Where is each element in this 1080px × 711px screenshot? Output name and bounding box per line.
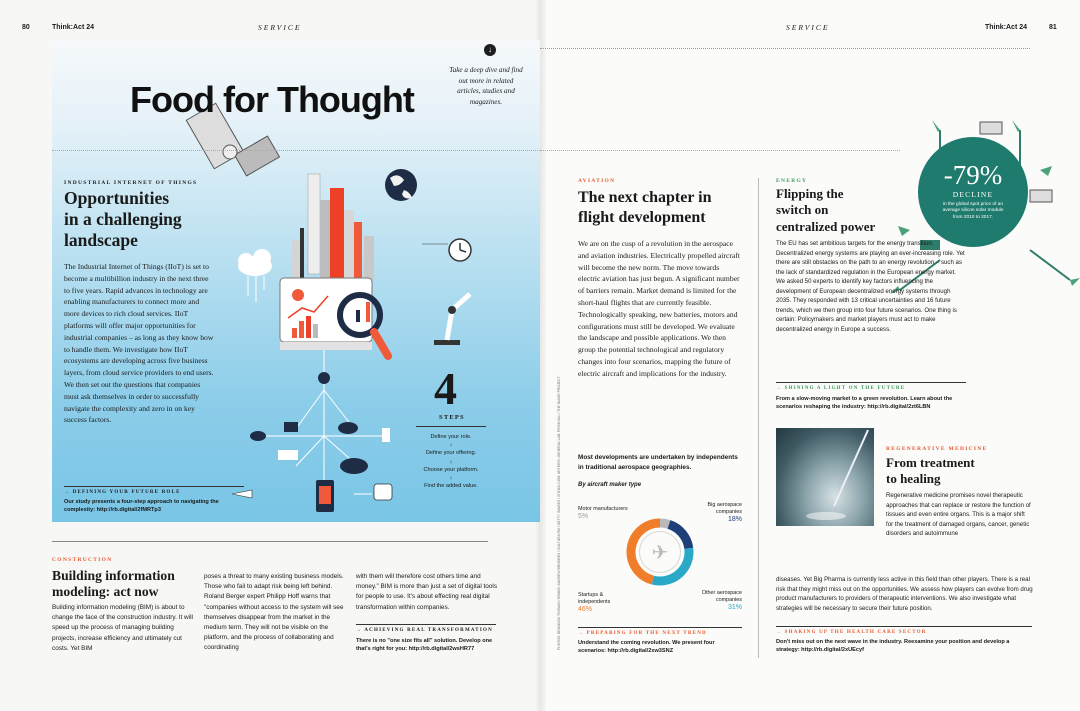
- section-left: SERVICE: [258, 23, 302, 32]
- step-arrow: ↓: [449, 458, 453, 465]
- step-4: Find the added value.: [424, 483, 478, 490]
- construction-link[interactable]: There is no "one size fits all" solution. Develop one that's right for you: http://rb.digital/2wsHR77: [356, 638, 493, 652]
- construction-link-kicker: → ACHIEVING REAL TRANSFORMATION: [356, 628, 493, 633]
- stat-value: -79%: [943, 160, 1003, 190]
- medicine-photo: [776, 428, 874, 526]
- section-right: SERVICE: [786, 23, 830, 32]
- clock-icon: [422, 239, 471, 261]
- stat-label: DECLINE: [952, 190, 994, 199]
- legend-big: Big aerospace companies 18%: [690, 502, 742, 523]
- step-arrow: ↓: [449, 475, 453, 482]
- aviation-kicker: AVIATION: [578, 178, 616, 184]
- medicine-link[interactable]: Don't miss out on the next wave in the industry. Reexamine your position and develop a strategy: http://rb.digital/2xUEcyf: [776, 639, 1010, 653]
- medicine-link-rule: [776, 626, 1032, 627]
- cart-icon: [284, 422, 298, 432]
- car-icon: [1030, 190, 1052, 202]
- step-arrow: ↓: [449, 442, 453, 449]
- iiot-link-kicker: → DEFINING YOUR FUTURE ROLE: [64, 490, 181, 495]
- legend-big-value: 18%: [727, 516, 742, 523]
- aviation-body: We are on the cusp of a revolution in the aerospace and aviation industries. Electrically propelled aircraft will become the new norm. The move towards electric aviation has just begun. A significant number of barriers remain. Market demand is limited for the short-haul flights that are currently feasible. Technologically speaking, new batteries, motors and configurations must still be developed. We evaluate the landscape and possible applications. We then group the potential technological and regulatory changes into four scenarios, mapping the future of electric aircraft and implications for the industry.: [578, 239, 740, 378]
- medicine-kicker: REGENERATIVE MEDICINE: [886, 446, 988, 452]
- aviation-link-rule: [578, 627, 742, 628]
- medicine-headline: From treatment to healing: [886, 455, 975, 487]
- iiot-kicker: INDUSTRIAL INTERNET OF THINGS: [64, 180, 198, 186]
- iiot-link-rule: [64, 486, 244, 487]
- column-divider: [758, 178, 759, 658]
- aircraft-maker-chart: [578, 480, 742, 620]
- cloud-bottom-icon: [340, 458, 368, 474]
- steps-rule: [416, 426, 486, 427]
- construction-link-rule: [356, 624, 496, 625]
- airplane-icon: ✈: [651, 542, 669, 564]
- step-3: Choose your platform.: [423, 466, 479, 473]
- photo-credit: [557, 640, 561, 650]
- iiot-headline: Opportunities in a challenging landscape: [64, 188, 182, 250]
- dotted-rule-top-right: [540, 48, 1030, 49]
- construction-headline: Building information modeling: act now: [52, 568, 175, 599]
- dotted-divider-right: [540, 150, 900, 151]
- intro-note: Take a deep dive and find out more in related articles, studies and magazines.: [449, 66, 523, 106]
- iiot-link[interactable]: Our study presents a four-step approach to navigating the complexity: http://rb.digital/2fMRTp3: [64, 499, 219, 513]
- stat-circle: [918, 137, 1028, 247]
- energy-link[interactable]: From a slow-moving market to a green revolution. Learn about the scenarios reshaping the industry: http://rb.digital/2zt6LBN: [776, 396, 953, 410]
- factory-icon: [278, 450, 298, 460]
- chart-title: By aircraft maker type: [578, 482, 642, 488]
- aviation-chart-intro: Most developments are undertaken by independents in traditional aerospace geographies.: [578, 454, 738, 472]
- robot-arm-icon: [434, 294, 470, 345]
- medicine-body-full: diseases. Yet Big Pharma is currently less active in this field than other players. There is a real risk that they might miss out on the opportunities. We assess how players can evolve from drug product manufacturers to providers of therapeutic interventions. We also investigate what strategies will be necessary to secure their future position.: [776, 576, 1033, 612]
- energy-kicker: ENERGY: [776, 178, 808, 184]
- phone-small-icon: [382, 428, 390, 442]
- iiot-body: The Industrial Internet of Things (IIoT) is set to become a multibillion industry in the next three to five years. Rapid advances in technology are enabling manufacturers to connect more and more devices to rich cloud services. IIoT platforms will offer major opportunities for industrial companies – as long as they know how to handle them. We investigate how IIoT ecosystems are developing across five business layers, from cloud service providers to end users. We then set out the questions that companies must ask themselves in order to successfully navigate the complexity and zero in on key success factors.: [64, 262, 214, 425]
- cloud-small-icon: [338, 422, 358, 434]
- legend-startups: Startups & independents 46%: [578, 592, 634, 613]
- stat-caption: in the global spot price of an average silicon solar module from 2010 to 2017.: [942, 202, 1004, 220]
- donut-slice-0: [660, 523, 669, 524]
- construction-col1: Building information modeling (BIM) is about to change the face of the construction industry. It will speed up the process of managing building projects, increase efficiency and ultimately cut costs. Yet BIM: [52, 604, 193, 652]
- aviation-link[interactable]: Understand the coming revolution. We present four scenarios: http://rb.digital/2xw3SNZ: [578, 640, 715, 654]
- energy-headline: Flipping the switch on centralized power: [776, 186, 876, 234]
- page-number-left: 80: [22, 24, 30, 31]
- page-number-right: 81: [1049, 24, 1057, 31]
- drone-icon: [232, 490, 252, 498]
- construction-rule: [52, 541, 488, 542]
- city-towers: [292, 174, 374, 288]
- construction-kicker: CONSTRUCTION: [52, 557, 113, 563]
- truck-icon: [980, 122, 1002, 134]
- cloud-left-icon: [250, 431, 266, 441]
- aviation-link-kicker: → PREPARING FOR THE NEXT TREND: [578, 631, 707, 636]
- legend-other: Other aerospace companies 31%: [686, 590, 742, 611]
- network-lines: [264, 350, 386, 494]
- medicine-link-kicker: → SHAKING UP THE HEALTH CARE SECTOR: [776, 630, 927, 635]
- dotted-divider-left: [52, 150, 540, 151]
- steps-list: [408, 433, 494, 490]
- medicine-body-short: Regenerative medicine promises novel therapeutic approaches that can replace or restore the function of tissues and even entire organs. This is a major shift for the treatment of damaged organs, cancer, genetic disorders and autoimmune: [886, 492, 1031, 538]
- step-2: Define your offering.: [425, 450, 477, 457]
- legend-motor-value: 5%: [578, 513, 589, 520]
- hero-illustration: [52, 40, 540, 522]
- download-icon: ↓: [484, 44, 496, 56]
- steps-label: STEPS: [439, 414, 465, 421]
- energy-body: The EU has set ambitious targets for the energy transition. Decentralized energy systems are playing an ever-increasing role. Yet there are still obstacles on the path to an energy revolution – such as the lack of standardized regulation in the European energy market. We asked 50 experts to identify key factors influencing the development of European decentralized energy systems through 2035. They responded with 13 critical uncertainties and 16 future trends, which we then group into four future scenarios. One thing is certain: Policymakers and market players must act to make decentralized energy in Europe a success.: [776, 240, 965, 333]
- page-title: Food for Thought: [130, 79, 414, 120]
- train-icon: [374, 484, 392, 500]
- step-1: Define your role.: [430, 434, 472, 440]
- hub-node-icon: [318, 372, 330, 384]
- cloud-icon: [238, 249, 272, 302]
- publication-left: Think:Act 24: [52, 24, 95, 31]
- construction-col2: poses a threat to many existing business models. Those who fail to adapt risk being left behind. Roland Berger expert Philipp Hoff warns that "companies without access to the system will see themselves disappear from the market in the medium term. They will not be visible on the platform, and the process of collaborating and coordinating: [204, 573, 344, 652]
- construction-col3: with them will therefore cost others time and money." BIM is more than just a set of digital tools for people to use. It's about effecting real digital transformation within companies.: [356, 573, 498, 611]
- legend-other-value: 31%: [727, 604, 742, 611]
- steps-number: 4: [434, 363, 457, 414]
- aviation-headline: The next chapter in flight development: [578, 189, 712, 226]
- globe-icon: [385, 169, 417, 201]
- energy-link-kicker: → SHINING A LIGHT ON THE FUTURE: [776, 386, 906, 391]
- publication-right: Think:Act 24: [985, 24, 1028, 31]
- legend-motor: Motor manufacturers 5%: [578, 506, 630, 520]
- legend-startups-value: 46%: [578, 606, 593, 613]
- energy-link-rule: [776, 382, 966, 383]
